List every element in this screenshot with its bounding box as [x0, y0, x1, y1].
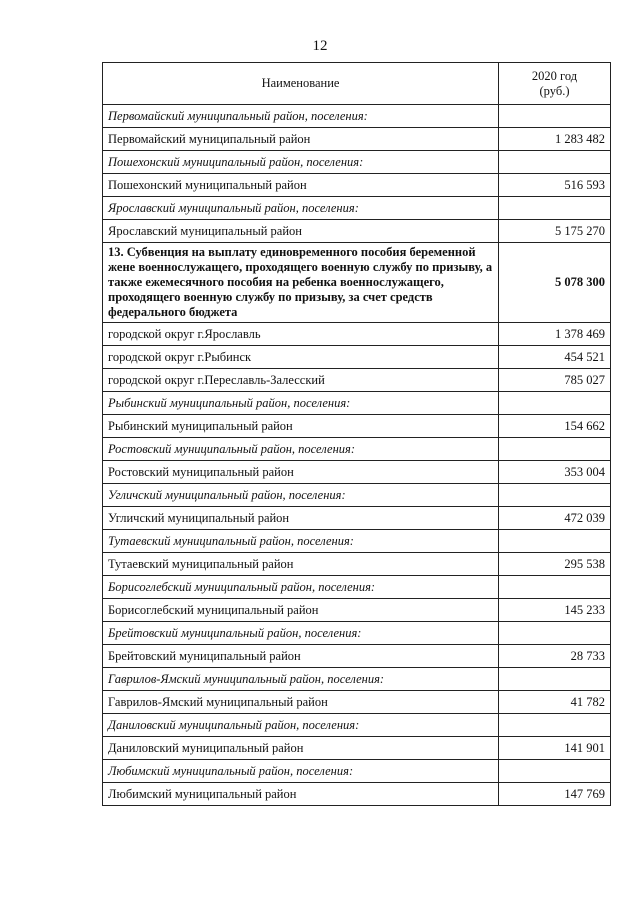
group-header-row [103, 760, 611, 783]
column-header-year [499, 63, 611, 105]
row-amount [499, 197, 611, 220]
group-header-row [103, 438, 611, 461]
row-name: Брейтовский муниципальный район [103, 645, 499, 668]
row-name: Угличский муниципальный район, поселения: [103, 484, 499, 507]
row-amount [499, 151, 611, 174]
row-amount: 353 004 [499, 461, 611, 484]
row-amount: 5 175 270 [499, 220, 611, 243]
table-row [103, 461, 611, 484]
row-name: городской округ г.Рыбинск [103, 346, 499, 369]
row-amount: 472 039 [499, 507, 611, 530]
row-amount [499, 714, 611, 737]
row-name: Ростовский муниципальный район [103, 461, 499, 484]
row-name: Рыбинский муниципальный район [103, 415, 499, 438]
row-name: Рыбинский муниципальный район, поселения: [103, 392, 499, 415]
table-row [103, 174, 611, 197]
table-row [103, 369, 611, 392]
row-amount [499, 760, 611, 783]
row-amount [499, 530, 611, 553]
row-amount: 141 901 [499, 737, 611, 760]
row-amount [499, 484, 611, 507]
row-amount: 147 769 [499, 783, 611, 806]
row-amount: 454 521 [499, 346, 611, 369]
row-name: Пошехонский муниципальный район [103, 174, 499, 197]
column-header-name: Наименование [103, 63, 499, 105]
row-name: Борисоглебский муниципальный район, поселения: [103, 576, 499, 599]
row-amount: 5 078 300 [499, 243, 611, 323]
table-row [103, 737, 611, 760]
table-row [103, 220, 611, 243]
table-row [103, 783, 611, 806]
row-amount [499, 438, 611, 461]
group-header-row [103, 197, 611, 220]
row-amount: 295 538 [499, 553, 611, 576]
row-name: Первомайский муниципальный район [103, 128, 499, 151]
page-number: 12 [312, 38, 328, 54]
row-name: городской округ г.Ярославль [103, 323, 499, 346]
row-name: Гаврилов-Ямский муниципальный район [103, 691, 499, 714]
row-name: Тутаевский муниципальный район, поселения: [103, 530, 499, 553]
row-amount: 785 027 [499, 369, 611, 392]
table-row [103, 599, 611, 622]
row-name: Борисоглебский муниципальный район [103, 599, 499, 622]
table-row [103, 691, 611, 714]
group-header-row [103, 714, 611, 737]
row-name: 13. Субвенция на выплату единовременного пособия беременной жене военнослужащего, проходящего военную службу по призыву, а также ежемесячного пособия на ребенка военнослужащего, проходящего военную службу по призыву, за счет средств федерального бюджета [103, 243, 499, 323]
table-body [103, 105, 611, 806]
row-name: Брейтовский муниципальный район, поселения: [103, 622, 499, 645]
row-amount: 516 593 [499, 174, 611, 197]
group-header-row [103, 105, 611, 128]
row-name: Угличский муниципальный район [103, 507, 499, 530]
column-header-unit: (руб.) [539, 83, 570, 98]
row-name: Гаврилов-Ямский муниципальный район, поселения: [103, 668, 499, 691]
row-amount [499, 668, 611, 691]
row-name: Тутаевский муниципальный район [103, 553, 499, 576]
row-name: Ярославский муниципальный район, поселения: [103, 197, 499, 220]
table-row [103, 415, 611, 438]
row-name: Даниловский муниципальный район [103, 737, 499, 760]
row-name: Пошехонский муниципальный район, поселения: [103, 151, 499, 174]
row-amount [499, 105, 611, 128]
row-name: Первомайский муниципальный район, поселения: [103, 105, 499, 128]
row-amount: 28 733 [499, 645, 611, 668]
column-header-year-label: 2020 год [531, 68, 578, 83]
group-header-row [103, 484, 611, 507]
section-total-row [103, 243, 611, 323]
row-amount [499, 576, 611, 599]
table-row [103, 645, 611, 668]
row-name: Любимский муниципальный район, поселения: [103, 760, 499, 783]
group-header-row [103, 576, 611, 599]
group-header-row [103, 668, 611, 691]
table-row [103, 128, 611, 151]
group-header-row [103, 622, 611, 645]
row-amount: 1 283 482 [499, 128, 611, 151]
row-amount [499, 392, 611, 415]
table-row [103, 507, 611, 530]
subsidy-table [102, 62, 611, 806]
row-amount: 145 233 [499, 599, 611, 622]
row-name: Любимский муниципальный район [103, 783, 499, 806]
row-amount [499, 622, 611, 645]
table-row [103, 323, 611, 346]
group-header-row [103, 151, 611, 174]
group-header-row [103, 530, 611, 553]
row-amount: 154 662 [499, 415, 611, 438]
row-amount: 41 782 [499, 691, 611, 714]
row-name: Ростовский муниципальный район, поселения: [103, 438, 499, 461]
table-row [103, 553, 611, 576]
table-row [103, 346, 611, 369]
row-name: Даниловский муниципальный район, поселения: [103, 714, 499, 737]
row-amount: 1 378 469 [499, 323, 611, 346]
table-header-row [103, 63, 611, 105]
row-name: городской округ г.Переславль-Залесский [103, 369, 499, 392]
group-header-row [103, 392, 611, 415]
row-name: Ярославский муниципальный район [103, 220, 499, 243]
